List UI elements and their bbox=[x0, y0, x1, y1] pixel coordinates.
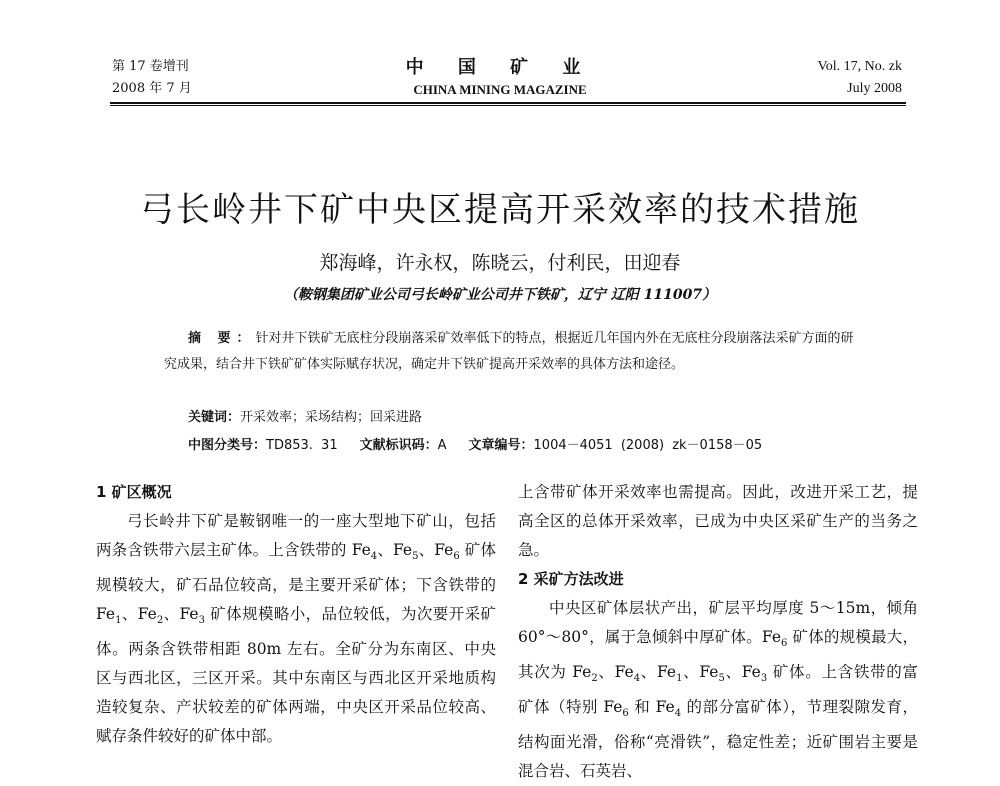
clc-value: TD853. 31 bbox=[266, 438, 338, 453]
header-rule-thin bbox=[110, 105, 906, 106]
doc-code-value: A bbox=[437, 438, 447, 453]
abstract-label: 摘 要： bbox=[188, 331, 256, 346]
abstract-text: 针对井下铁矿无底柱分段崩落采矿效率低下的特点，根据近几年国内外在无底柱分段崩落法采矿方面的研究成果，结合井下铁矿矿体实际赋存状况，确定井下铁矿提高开采效率的具体方法和途径。 bbox=[164, 331, 854, 372]
keywords bbox=[188, 406, 422, 425]
paper-title: 弓长岭井下矿中央区提高开采效率的技术措施 bbox=[140, 190, 860, 230]
continued-paragraph: 上含带矿体开采效率也需提高。因此，改进开采工艺，提高全区的总体开采效率，已成为中央区采矿生产的当务之急。 bbox=[518, 483, 918, 559]
keywords-text: 开采效率；采场结构；回采进路 bbox=[240, 410, 423, 425]
article-no-value: 1004－4051 (2008) zk－0158－05 bbox=[533, 438, 763, 453]
right-column bbox=[518, 478, 918, 786]
abstract bbox=[164, 326, 854, 378]
section-2-heading: 2 采矿方法改进 bbox=[518, 570, 624, 588]
article-no-label: 文章编号： bbox=[468, 438, 534, 453]
journal-name-en: CHINA MINING MAGAZINE bbox=[413, 82, 587, 97]
keywords-label: 关键词： bbox=[188, 410, 241, 425]
left-column bbox=[96, 478, 496, 751]
paper-affiliation: （鞍钢集团矿业公司弓长岭矿业公司井下铁矿，辽宁 辽阳 111007） bbox=[283, 287, 717, 303]
header-volume: 第 17 卷增刊 bbox=[112, 59, 189, 74]
header-vol-no: Vol. 17, No. zk bbox=[817, 59, 902, 74]
doc-code-label: 文献标识码： bbox=[359, 438, 438, 453]
section-2-paragraph: 中央区矿体层状产出，矿层平均厚度 5～15m，倾角 60°～80°，属于急倾斜中厚矿体。$Fe_6$ 矿体的规模最大，其次为 $Fe_2$、$Fe_4$、$Fe_1$、$Fe_5$、$Fe_3$ 矿体。上含铁带的富矿体（特别 $Fe_6$ 和 $Fe_4$ 的部分富矿体），节理裂隙发育，结构面光滑，俗称“亮滑铁”，稳定性差；近矿围岩主要是混合岩、石英岩、 bbox=[518, 599, 918, 781]
header-rule-thick bbox=[110, 102, 906, 104]
section-1-paragraph: 弓长岭井下矿是鞍钢唯一的一座大型地下矿山，包括两条含铁带六层主矿体。上含铁带的 $Fe_4$、$Fe_5$、$Fe_6$ 矿体规模较大，矿石品位较高，是主要开采矿体；下含铁带的 $Fe_1$、$Fe_2$、$Fe_3$ 矿体规模略小，品位较低，为次要开采矿体。两条含铁带相距 80m 左右。全矿分为东南区、中央区与西北区，三区开采。其中东南区与西北区开采地质构造较复杂、产状较差的矿体两端，中央区开采品位较高、赋存条件较好的矿体中部。 bbox=[96, 512, 496, 746]
paper-authors: 郑海峰，许永权，陈晓云，付利民，田迎春 bbox=[319, 252, 681, 274]
header-date: 2008 年 7 月 bbox=[112, 81, 192, 96]
clc-label: 中图分类号： bbox=[188, 438, 267, 453]
header-month-year: July 2008 bbox=[847, 81, 902, 96]
classification-line bbox=[188, 434, 762, 453]
section-1-heading: 1 矿区概况 bbox=[96, 483, 172, 501]
journal-name-cn: 中 国 矿 业 bbox=[405, 57, 595, 78]
header-volume-en bbox=[817, 56, 902, 100]
